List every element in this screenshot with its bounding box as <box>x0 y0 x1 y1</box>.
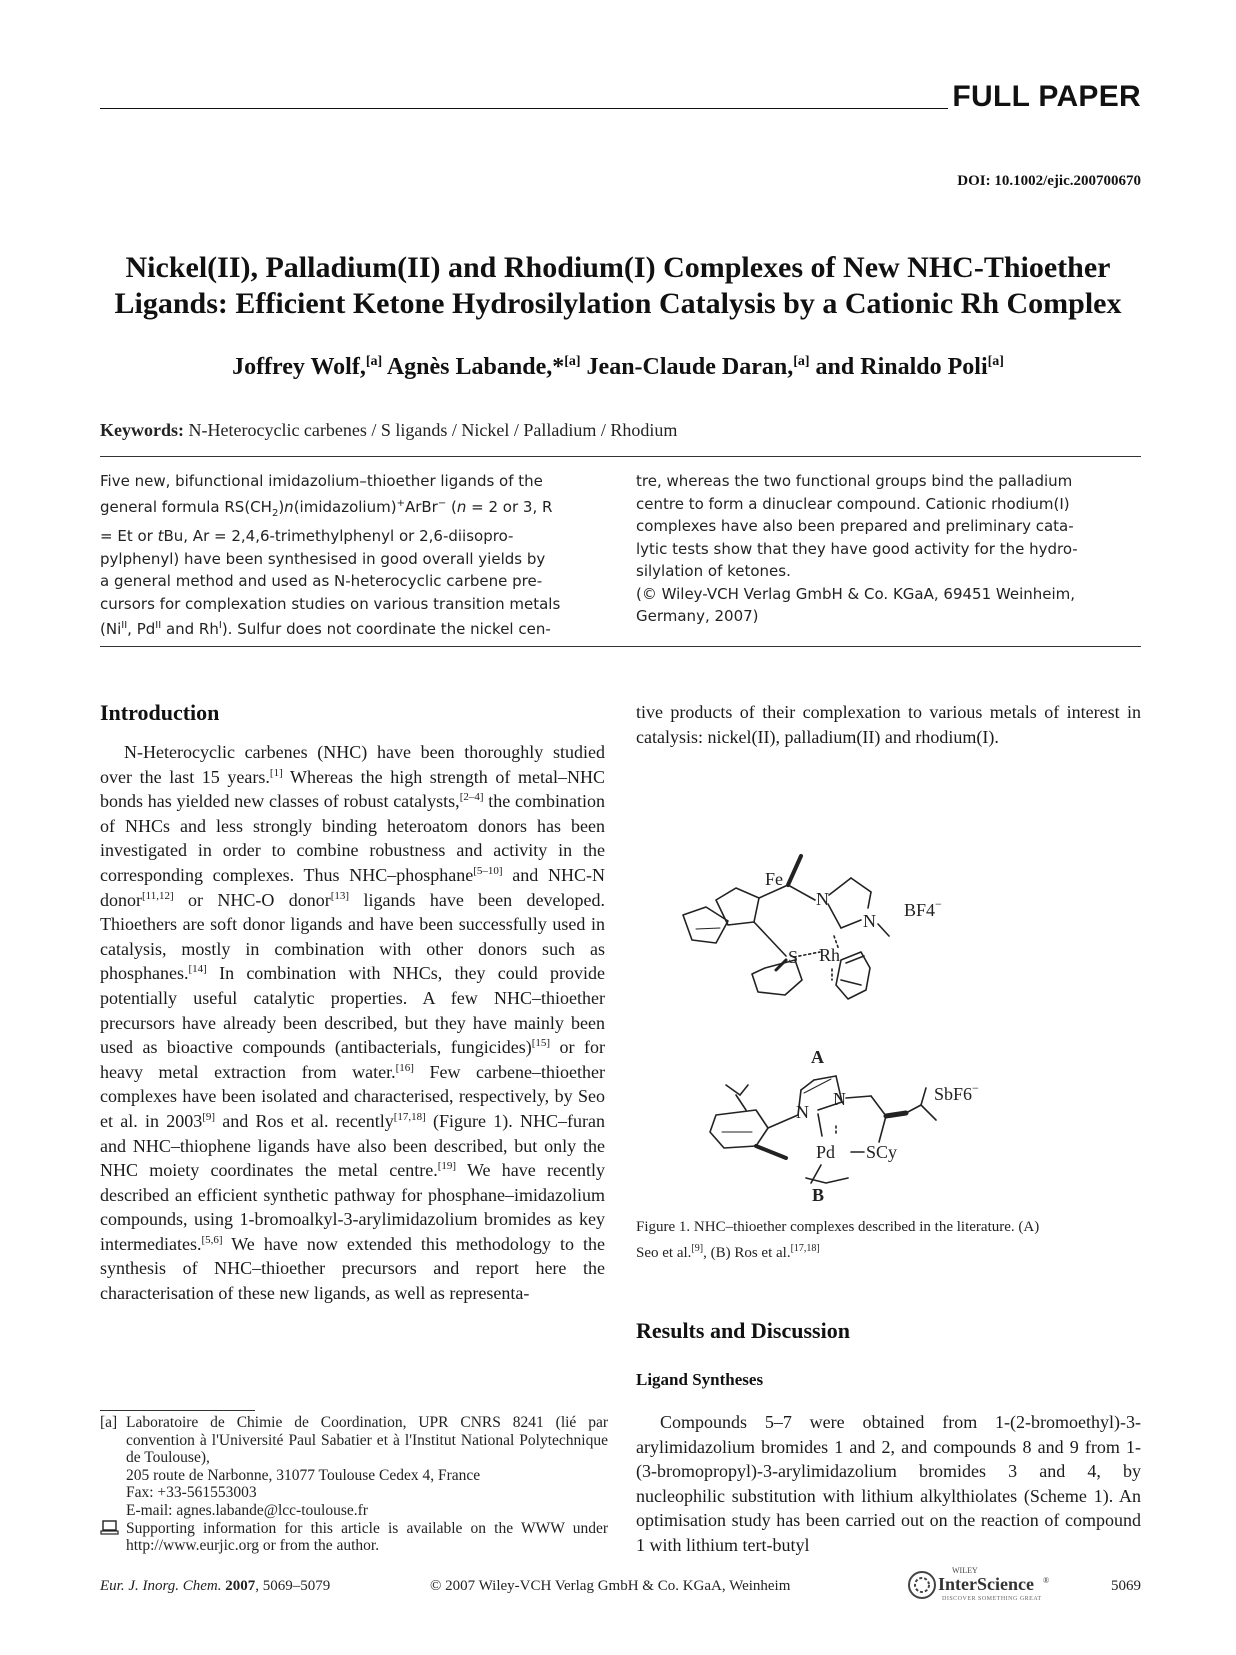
figure-1-structures <box>636 780 1141 1210</box>
atom-n: N <box>816 889 829 909</box>
abstract-line: pylphenyl) have been synthesised in good overall yields by <box>100 549 546 568</box>
aryl-ring <box>710 1110 768 1148</box>
results-body <box>636 1410 1141 1558</box>
figure-1-caption: Figure 1. NHC–thioether complexes described in the literature. (A) Seo et al.[9], (B) Ros et al.[17,18] <box>636 1219 1040 1261</box>
anion-b: SbF6− <box>934 1081 979 1104</box>
abstract-top-rule <box>100 456 1141 457</box>
title-line-1: Nickel(II), Palladium(II) and Rhodium(I) Complexes of New NHC-Thioether <box>125 251 1111 284</box>
svg-text:DISCOVER SOMETHING GREAT: DISCOVER SOMETHING GREAT <box>942 1596 1042 1602</box>
header-rule <box>100 108 948 109</box>
results-paragraph: Compounds 5–7 were obtained from 1-(2-bromoethyl)-3-arylimidazolium bromides 1 and 2, and compounds 8 and 9 from 1-(3-bromopropyl)-3-arylimidazolium bromides 3 and 4, by nucleophilic substitution with lithium alkylthiolates (Scheme 1). An optimisation study has been carried out on the reaction of compound 1 with lithium tert-butyl <box>636 1412 1141 1555</box>
structure-b <box>710 1076 936 1183</box>
author-affiliation: [a] <box>564 354 581 369</box>
footnote-rule <box>100 1410 255 1411</box>
atom-n: N <box>796 1102 809 1122</box>
abstract-line: Five new, bifunctional imidazolium–thioether ligands of the <box>100 472 543 490</box>
abstract-line: lytic tests show that they have good activity for the hydro- <box>636 539 1078 558</box>
abstract-line: = Et or tBu, Ar = 2,4,6-trimethylphenyl or 2,6-diisopro- <box>100 527 514 545</box>
title-line-2: Ligands: Efficient Ketone Hydrosilylation Catalysis by a Cationic Rh Complex <box>114 287 1122 320</box>
author-list <box>90 354 1146 381</box>
cp-ring-upper <box>716 888 759 925</box>
author-affiliation: [a] <box>793 354 810 369</box>
author-affiliation: [a] <box>365 354 383 369</box>
abstract-line: ($Ni^{II}$, $Pd^{II}$ and $Rh^I$). Sulfur does not coordinate the nickel cen- <box>100 620 551 638</box>
abstract-bottom-rule <box>100 646 1141 647</box>
footnote-line: Fax: +33-561553003 <box>126 1484 257 1502</box>
label-b: B <box>812 1185 825 1205</box>
footnote-mark: [a] <box>100 1414 118 1431</box>
abstract-right-column <box>636 470 1141 628</box>
atom-n: N <box>863 911 876 931</box>
doi: DOI: 10.1002/ejic.200700670 <box>957 173 1141 189</box>
supporting-info-note: Supporting information for this article is available on the WWW under http://www.eurjic.org or from the author. <box>126 1519 608 1555</box>
structure-a <box>683 856 889 999</box>
introduction-heading: Introduction <box>100 700 220 725</box>
abstract-left-column <box>100 470 600 641</box>
abstract-line: complexes have also been prepared and preliminary cata- <box>636 517 1074 535</box>
results-heading: Results and Discussion <box>636 1318 850 1343</box>
author-affiliation: [a] <box>987 354 1004 369</box>
footnote-line: Laboratoire de Chimie de Coordination, UPR CNRS 8241 (lié par convention à l'Université Paul Sabatier et à l'Institut National Polytechnique de Toulouse), <box>126 1414 608 1467</box>
page-number: 5069 <box>1111 1578 1141 1594</box>
author-name: Agnès Labande,* <box>386 354 565 380</box>
footnote-line: 205 route de Narbonne, 31077 Toulouse Cedex 4, France <box>126 1466 481 1484</box>
ligand-syntheses-heading: Ligand Syntheses <box>636 1370 764 1389</box>
footnote-line: E-mail: agnes.labande@lcc-toulouse.fr <box>126 1501 368 1519</box>
article-title <box>90 250 1146 322</box>
atom-n: N <box>833 1089 846 1109</box>
journal-citation: Eur. J. Inorg. Chem. 2007, 5069–5079 <box>100 1578 331 1594</box>
author-name: Rinaldo Poli <box>860 354 988 380</box>
atom-scy: SCy <box>866 1142 898 1162</box>
abstract-line: cursors for complexation studies on various transition metals <box>100 594 561 613</box>
introduction-continuation <box>636 700 1141 749</box>
affiliation-footnote <box>100 1414 608 1555</box>
keywords-label: Keywords: <box>100 420 184 440</box>
interscience-logo <box>906 1563 1071 1603</box>
introduction-paragraph: N-Heterocyclic carbenes (NHC) have been thoroughly studied over the last 15 years.[1] Whereas the high strength of metal–NHC bonds has yielded new classes of robust catalysts,[2–4] the combination of NHCs and less strongly binding heteroatom donors has been investigated in order to combine robustness and activity in the corresponding complexes. Thus NHC–phosphane[5–10] and NHC-N donor[11,12] or NHC-O donor[13] ligands have been developed. Thioethers are soft donor ligands and have been successfully used in catalysis, mostly in combination with other donors such as phosphanes.[14] In combination with NHCs, they could provide potentially useful catalytic properties. A few NHC–thioether precursors have already been described, but they have mainly been used as bioactive compounds (antibacterials, fungicides)[15] or for heavy metal extraction from water.[16] Few carbene–thioether complexes have been isolated and characterised, respectively, by Seo et al. in 2003[9] and Ros et al. recently[17,18] (Figure 1). NHC–furan and NHC–thiophene ligands have also been described, but only the NHC moiety coordinates the metal centre.[19] We have recently described an efficient synthetic pathway for phosphane–imidazolium compounds, using 1-bromoalkyl-3-arylimidazolium bromides as key intermediates.[5,6] We have now extended this methodology to the synthesis of NHC–thioether precursors and report here the characterisation of these new ligands, as well as representa- <box>100 742 606 1304</box>
author-name: Jean-Claude Daran, <box>586 354 794 380</box>
abstract-line: tre, whereas the two functional groups bind the palladium <box>636 472 1073 490</box>
introduction-paragraph: tive products of their complexation to various metals of interest in catalysis: nickel(II), palladium(II) and rhodium(I). <box>636 702 1141 747</box>
abstract-line: (© Wiley-VCH Verlag GmbH & Co. KGaA, 69451 Weinheim, <box>636 584 1076 603</box>
atom-s: S <box>788 947 799 967</box>
keywords <box>100 420 677 441</box>
atom-pd: Pd <box>816 1142 836 1162</box>
cod-ring <box>836 952 870 999</box>
introduction-body <box>100 740 605 1306</box>
copyright: © 2007 Wiley-VCH Verlag GmbH & Co. KGaA, Weinheim <box>430 1578 791 1594</box>
abstract-line: Germany, 2007) <box>636 607 759 625</box>
svg-text:InterScience: InterScience <box>938 1574 1034 1594</box>
abstract-line: general formula $RS(CH_2)n(imidazolium)^+ArBr^-$ (n = 2 or 3, R <box>100 497 553 519</box>
atom-rh: Rh <box>819 945 841 965</box>
section-label: FULL PAPER <box>952 80 1141 113</box>
atom-fe: Fe <box>765 869 783 889</box>
computer-icon <box>100 1520 120 1541</box>
author-name: Joffrey Wolf, <box>232 354 366 380</box>
keywords-text: N-Heterocyclic carbenes / S ligands / Nickel / Palladium / Rhodium <box>188 420 678 440</box>
abstract-line: silylation of ketones. <box>636 562 791 580</box>
svg-text:®: ® <box>1043 1576 1050 1585</box>
abstract-line: centre to form a dinuclear compound. Cationic rhodium(I) <box>636 494 1070 513</box>
abstract-line: a general method and used as N-heterocyclic carbene pre- <box>100 572 543 590</box>
label-a: A <box>811 1047 824 1067</box>
svg-text:WILEY: WILEY <box>952 1566 978 1575</box>
author-conjunction: and <box>815 354 855 380</box>
anion-a: BF4− <box>904 897 942 920</box>
